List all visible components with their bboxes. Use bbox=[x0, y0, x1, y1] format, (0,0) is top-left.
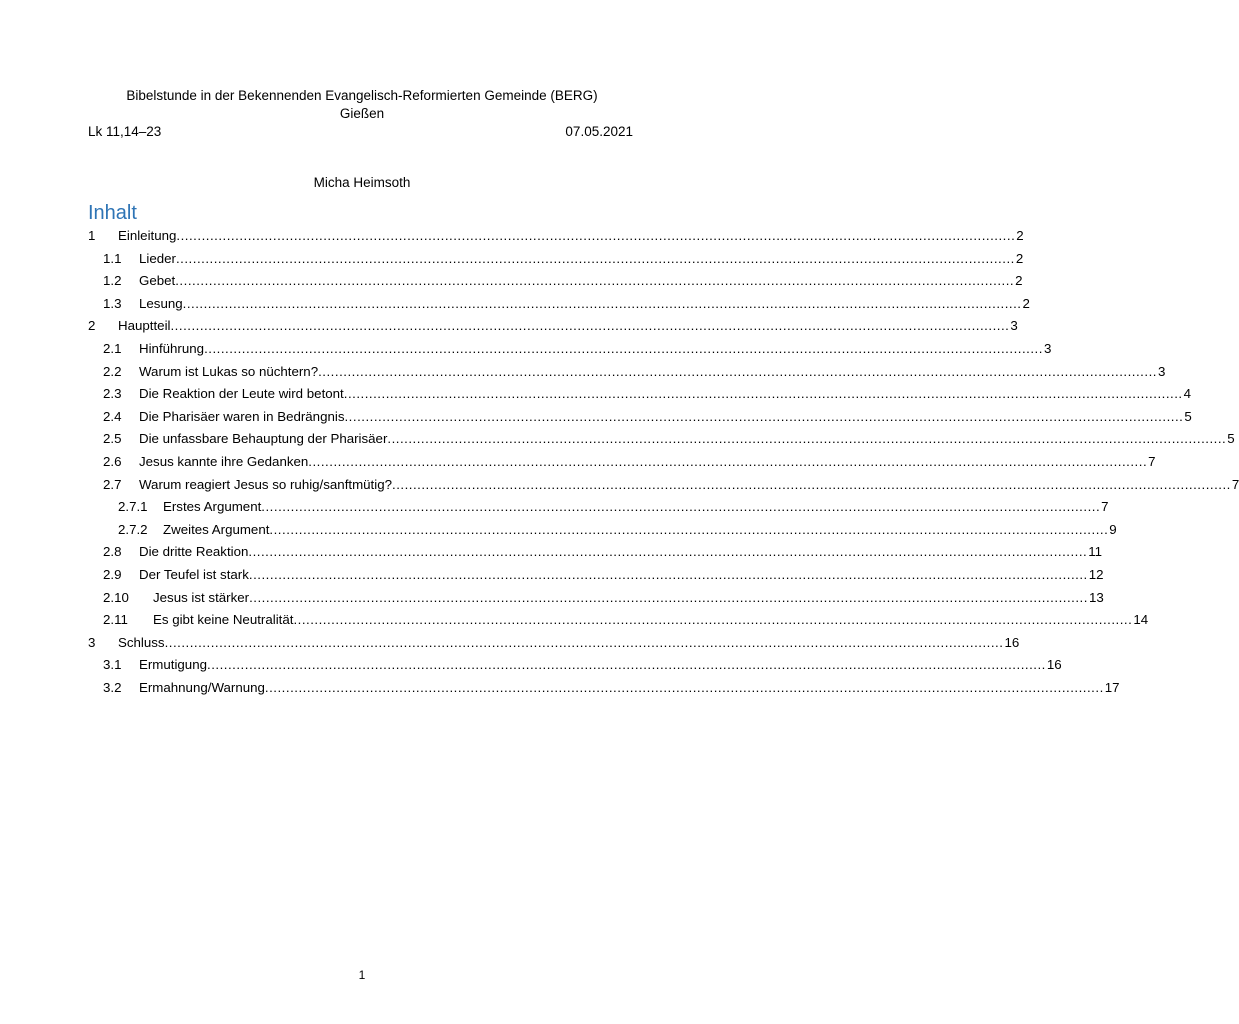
toc-entry-number: 1.2 bbox=[103, 273, 122, 289]
toc-entry-title: Schluss bbox=[118, 634, 165, 650]
toc-entry[interactable] bbox=[0, 657, 1062, 673]
toc-leader-dots: ........................................................................................................................................................................................................ bbox=[175, 250, 1015, 266]
toc-entry[interactable] bbox=[0, 363, 1166, 380]
toc-entry-title: Jesus ist stärker bbox=[153, 589, 250, 605]
toc-entry-number: 2.4 bbox=[103, 408, 122, 424]
toc-entry-number: 2.9 bbox=[103, 567, 122, 582]
toc-leader-dots: ........................................................................................................................................................................................................ bbox=[344, 408, 1184, 424]
toc-entry[interactable] bbox=[0, 250, 1024, 267]
toc-entry[interactable] bbox=[0, 634, 1020, 651]
toc-leader-dots: ........................................................................................................................................................................................................ bbox=[318, 363, 1157, 379]
toc-entry-title: Lesung bbox=[139, 295, 183, 311]
toc-entry[interactable] bbox=[0, 680, 1120, 696]
toc-entry-title: Einleitung bbox=[118, 228, 177, 243]
toc-entry-number: 2.5 bbox=[103, 431, 122, 447]
toc-entry-page: 12 bbox=[1088, 567, 1104, 582]
toc-leader-dots: ........................................................................................................................................................................................................ bbox=[249, 589, 1088, 605]
toc-entry-title: Die unfassbare Behauptung der Pharisäer bbox=[139, 431, 388, 447]
toc-entry-number: 3 bbox=[88, 634, 96, 650]
toc-entry[interactable] bbox=[0, 273, 1023, 289]
toc-leader-dots: ........................................................................................................................................................................................................ bbox=[261, 499, 1101, 515]
toc-entry[interactable] bbox=[0, 589, 1104, 606]
toc-entry-title: Erstes Argument bbox=[163, 499, 262, 515]
toc-entry-title: Lieder bbox=[139, 250, 176, 266]
toc-leader-dots: ........................................................................................................................................................................................................ bbox=[176, 228, 1016, 243]
toc-entry-page: 4 bbox=[1183, 386, 1192, 402]
toc-entry-page: 2 bbox=[1022, 295, 1030, 311]
toc-entry-page: 14 bbox=[1133, 612, 1149, 628]
toc-entry-number: 2.10 bbox=[103, 589, 129, 605]
bible-reference: Lk 11,14–23 bbox=[88, 124, 162, 139]
toc-entry-title: Zweites Argument bbox=[163, 521, 270, 537]
toc-entry-number: 1 bbox=[88, 228, 96, 243]
toc-leader-dots: ........................................................................................................................................................................................................ bbox=[343, 386, 1183, 402]
toc-entry-page: 16 bbox=[1046, 657, 1062, 673]
toc-entry-title: Gebet bbox=[139, 273, 176, 289]
toc-entry-title: Warum ist Lukas so nüchtern? bbox=[139, 363, 319, 379]
toc-leader-dots: ........................................................................................................................................................................................................ bbox=[175, 273, 1015, 289]
toc-entry-page: 17 bbox=[1104, 680, 1120, 695]
toc-leader-dots: ........................................................................................................................................................................................................ bbox=[248, 544, 1088, 560]
toc-entry-number: 2.3 bbox=[103, 386, 122, 402]
toc-leader-dots: ........................................................................................................................................................................................................ bbox=[204, 341, 1043, 356]
toc-entry-title: Die dritte Reaktion bbox=[139, 544, 249, 560]
toc-entry-title: Hauptteil bbox=[118, 318, 171, 334]
toc-entry-number: 1.3 bbox=[103, 295, 122, 311]
page-number: 1 bbox=[358, 968, 366, 982]
toc-entry-page: 11 bbox=[1088, 544, 1103, 560]
toc-entry-title: Jesus kannte ihre Gedanken bbox=[139, 454, 309, 469]
toc-entry-title: Hinführung bbox=[139, 341, 205, 356]
toc-entry-title: Warum reagiert Jesus so ruhig/sanftmütig? bbox=[139, 476, 392, 492]
toc-leader-dots: ........................................................................................................................................................................................................ bbox=[164, 634, 1004, 650]
toc-entry[interactable] bbox=[0, 499, 1109, 515]
toc-entry-number: 2 bbox=[88, 318, 96, 334]
toc-entry[interactable] bbox=[0, 567, 1104, 583]
toc-entry[interactable] bbox=[0, 431, 1235, 447]
toc-entry-page: 9 bbox=[1109, 521, 1117, 537]
toc-leader-dots: ........................................................................................................................................................................................................ bbox=[248, 567, 1088, 582]
toc-entry-page: 3 bbox=[1043, 341, 1052, 356]
toc-leader-dots: ........................................................................................................................................................................................................ bbox=[207, 657, 1046, 673]
toc-entry-number: 3.2 bbox=[103, 680, 122, 695]
toc-leader-dots: ........................................................................................................................................................................................................ bbox=[387, 431, 1227, 447]
toc-entry-page: 5 bbox=[1184, 408, 1192, 424]
toc-entry[interactable] bbox=[0, 386, 1192, 402]
toc-entry-title: Es gibt keine Neutralität bbox=[153, 612, 294, 628]
toc-entry[interactable] bbox=[0, 476, 1239, 493]
toc-entry-title: Die Pharisäer waren in Bedrängnis bbox=[139, 408, 345, 424]
toc-entry-page: 3 bbox=[1010, 318, 1018, 334]
toc-entry[interactable] bbox=[0, 318, 1018, 334]
toc-leader-dots: ........................................................................................................................................................................................................ bbox=[264, 680, 1104, 695]
toc-leader-dots: ........................................................................................................................................................................................................ bbox=[392, 476, 1231, 492]
toc-entry-number: 2.7.1 bbox=[118, 499, 148, 515]
toc-entry[interactable] bbox=[0, 341, 1052, 357]
toc-entry-page: 2 bbox=[1016, 228, 1024, 243]
toc-entry-number: 2.6 bbox=[103, 454, 122, 469]
header-congregation: Bibelstunde in der Bekennenden Evangelisch-Reformierten Gemeinde (BERG) bbox=[126, 88, 598, 103]
toc-entry-number: 2.8 bbox=[103, 544, 122, 560]
toc-entry-page: 2 bbox=[1015, 273, 1023, 289]
toc-entry-page: 2 bbox=[1015, 250, 1024, 266]
header-city: Gießen bbox=[339, 106, 385, 121]
toc-leader-dots: ........................................................................................................................................................................................................ bbox=[182, 295, 1022, 311]
toc-entry-number: 2.7 bbox=[103, 476, 122, 492]
toc-entry[interactable] bbox=[0, 228, 1024, 244]
toc-entry[interactable] bbox=[0, 295, 1030, 312]
date: 07.05.2021 bbox=[565, 124, 633, 139]
toc-entry-title: Der Teufel ist stark bbox=[139, 567, 249, 582]
toc-entry-title: Ermahnung/Warnung bbox=[139, 680, 265, 695]
toc-entry-number: 1.1 bbox=[103, 250, 122, 266]
toc-entry-number: 2.11 bbox=[103, 612, 128, 628]
toc-leader-dots: ........................................................................................................................................................................................................ bbox=[293, 612, 1133, 628]
toc-entry-page: 7 bbox=[1101, 499, 1109, 515]
toc-entry-number: 2.7.2 bbox=[118, 521, 148, 537]
toc-entry-number: 2.1 bbox=[103, 341, 122, 356]
toc-entry-title: Die Reaktion der Leute wird betont bbox=[139, 386, 344, 402]
toc-entry-title: Ermutigung bbox=[139, 657, 207, 673]
toc-entry-page: 5 bbox=[1227, 431, 1235, 447]
toc-entry[interactable] bbox=[0, 544, 1103, 560]
toc-entry[interactable] bbox=[0, 612, 1149, 628]
toc-entry-page: 7 bbox=[1148, 454, 1156, 469]
toc-entry-page: 16 bbox=[1004, 634, 1020, 650]
toc-entry-page: 3 bbox=[1157, 363, 1166, 379]
toc-leader-dots: ........................................................................................................................................................................................................ bbox=[170, 318, 1010, 334]
toc-leader-dots: ........................................................................................................................................................................................................ bbox=[308, 454, 1148, 469]
toc-entry-page: 13 bbox=[1088, 589, 1104, 605]
toc-entry-number: 2.2 bbox=[103, 363, 122, 379]
toc-entry-number: 3.1 bbox=[103, 657, 122, 673]
author: Micha Heimsoth bbox=[313, 175, 411, 190]
toc-entry[interactable] bbox=[0, 408, 1192, 425]
toc-entry[interactable] bbox=[0, 521, 1117, 538]
toc-leader-dots: ........................................................................................................................................................................................................ bbox=[269, 521, 1109, 537]
toc-entry[interactable] bbox=[0, 454, 1156, 470]
toc-entry-page: 7 bbox=[1231, 476, 1239, 492]
toc-heading: Inhalt bbox=[88, 202, 137, 224]
